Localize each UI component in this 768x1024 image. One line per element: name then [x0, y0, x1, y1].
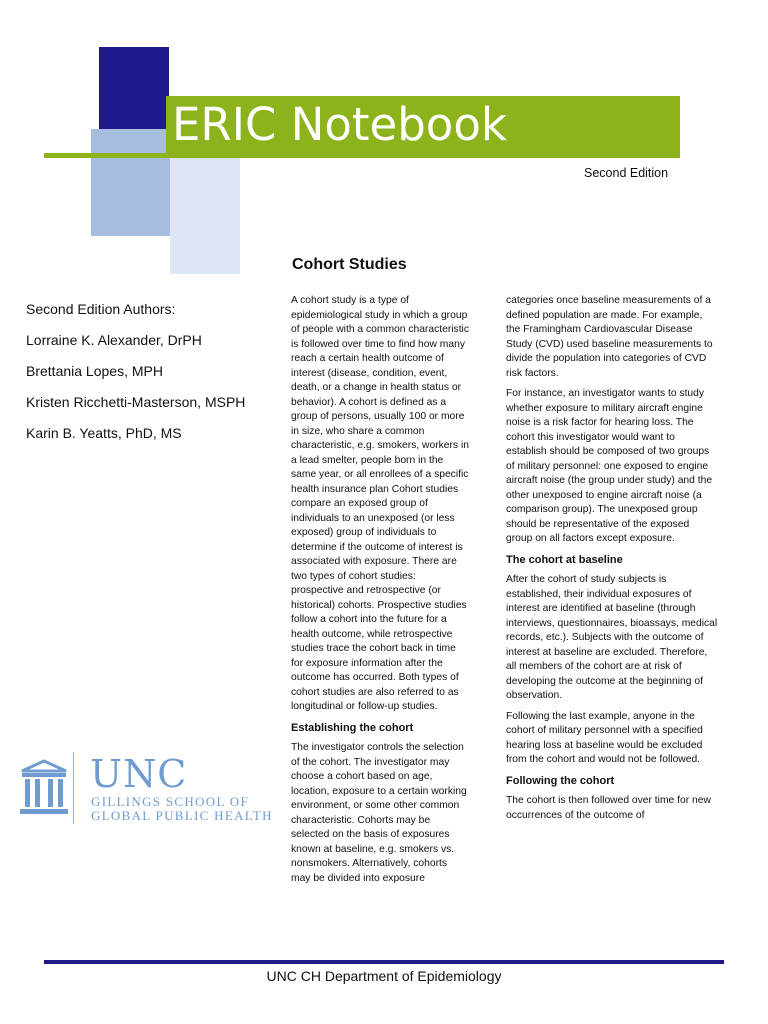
logo-divider: [73, 752, 74, 824]
decor-blue-square: [91, 129, 170, 236]
article-title: Cohort Studies: [292, 256, 407, 273]
newsletter-title: ERIC Notebook: [172, 98, 507, 151]
footer-rule: [44, 960, 724, 964]
paragraph: The cohort is then followed over time for new occurrences of the outcome of: [506, 795, 711, 821]
paragraph: After the cohort of study subjects is established, their individual exposures of interest are identified at baseline (through interviews, questionnaires, bioassays, medical records, etc.). Subjects with the outcome of interest at baseline are excluded. Therefore, all members of the cohort are at risk of developing the outcome at the beginning of observation.: [506, 574, 718, 701]
paragraph: A cohort study is a type of epidemiological study in which a group of people with a common characteristic is followed over time to find how many reach a certain health outcome of interest (disease, condition, event, death, or a change in health status or behavior). A cohort is defined as a group of persons, usually 100 or more in size, who share a common characteristic, e.g. smokers, workers in a lead smelter, people born in the same year, or all enrollees of a specific health insurance plan Cohort studies compare an exposed group of individuals to an unexposed (or less exposed) group of individuals to determine if the outcome of interest is associated with exposure. There are two types of cohort studies: prospective and retrospective (or historical) cohorts. Prospective studies follow a cohort into the future for a health outcome, while retrospective studies trace the cohort back in time for exposure information after the outcome has occurred. Both types of cohort studies are also referred to as longitudinal or follow-up studies.: [291, 295, 469, 712]
unc-school-line1: GILLINGS SCHOOL OF: [91, 794, 249, 809]
authors-heading: Second Edition Authors:: [26, 301, 176, 317]
unc-logo-name: UNC: [90, 752, 188, 796]
edition-label: Second Edition: [584, 166, 669, 180]
unc-school-name: [91, 795, 273, 823]
author-4: Karin B. Yeatts, PhD, MS: [26, 425, 182, 441]
title-underline: [44, 153, 680, 158]
paragraph: Following the last example, anyone in the cohort of military personnel with a specified hearing loss at baseline would be excluded from the cohort and would not be followed.: [506, 710, 703, 765]
author-2: Brettania Lopes, MPH: [26, 363, 163, 379]
unc-school-line2: GLOBAL PUBLIC HEALTH: [91, 808, 273, 823]
section-heading-establishing: Establishing the cohort: [291, 721, 414, 734]
article-column-1: [291, 294, 469, 892]
section-heading-following: Following the cohort: [506, 774, 615, 787]
building-columns-icon: [18, 758, 70, 816]
paragraph: For instance, an investigator wants to study whether exposure to military aircraft engine noise is a risk factor for hearing loss. The cohort this investigator would want to establish should be composed of two groups of military personnel: one exposed to engine aircraft noise (the group under study) and the other unexposed to engine aircraft noise (a comparison group). The unexposed group should be representative of the exposed group on all factors except exposure.: [506, 388, 713, 544]
paragraph: The investigator controls the selection of the cohort. The investigator may choose a cohort based on age, location, exposure to a certain working environment, or some other common characteristic. Cohorts may be selected on the basis of exposures known at baseline, e.g. smokers vs. nonsmokers. Alternatively, cohorts may be divided into exposure: [291, 742, 467, 884]
author-1: Lorraine K. Alexander, DrPH: [26, 332, 202, 348]
article-column-2: [506, 294, 718, 829]
author-3: Kristen Ricchetti-Masterson, MSPH: [26, 394, 246, 410]
paragraph: categories once baseline measurements of a defined population are made. For example, the Framingham Cardiovascular Disease Study (CVD) used baseline measurements to divide the population into categories of CVD risk factors.: [506, 295, 713, 379]
footer-text: UNC CH Department of Epidemiology: [266, 968, 502, 984]
section-heading-baseline: The cohort at baseline: [506, 553, 623, 566]
decor-pale-square: [170, 142, 240, 274]
